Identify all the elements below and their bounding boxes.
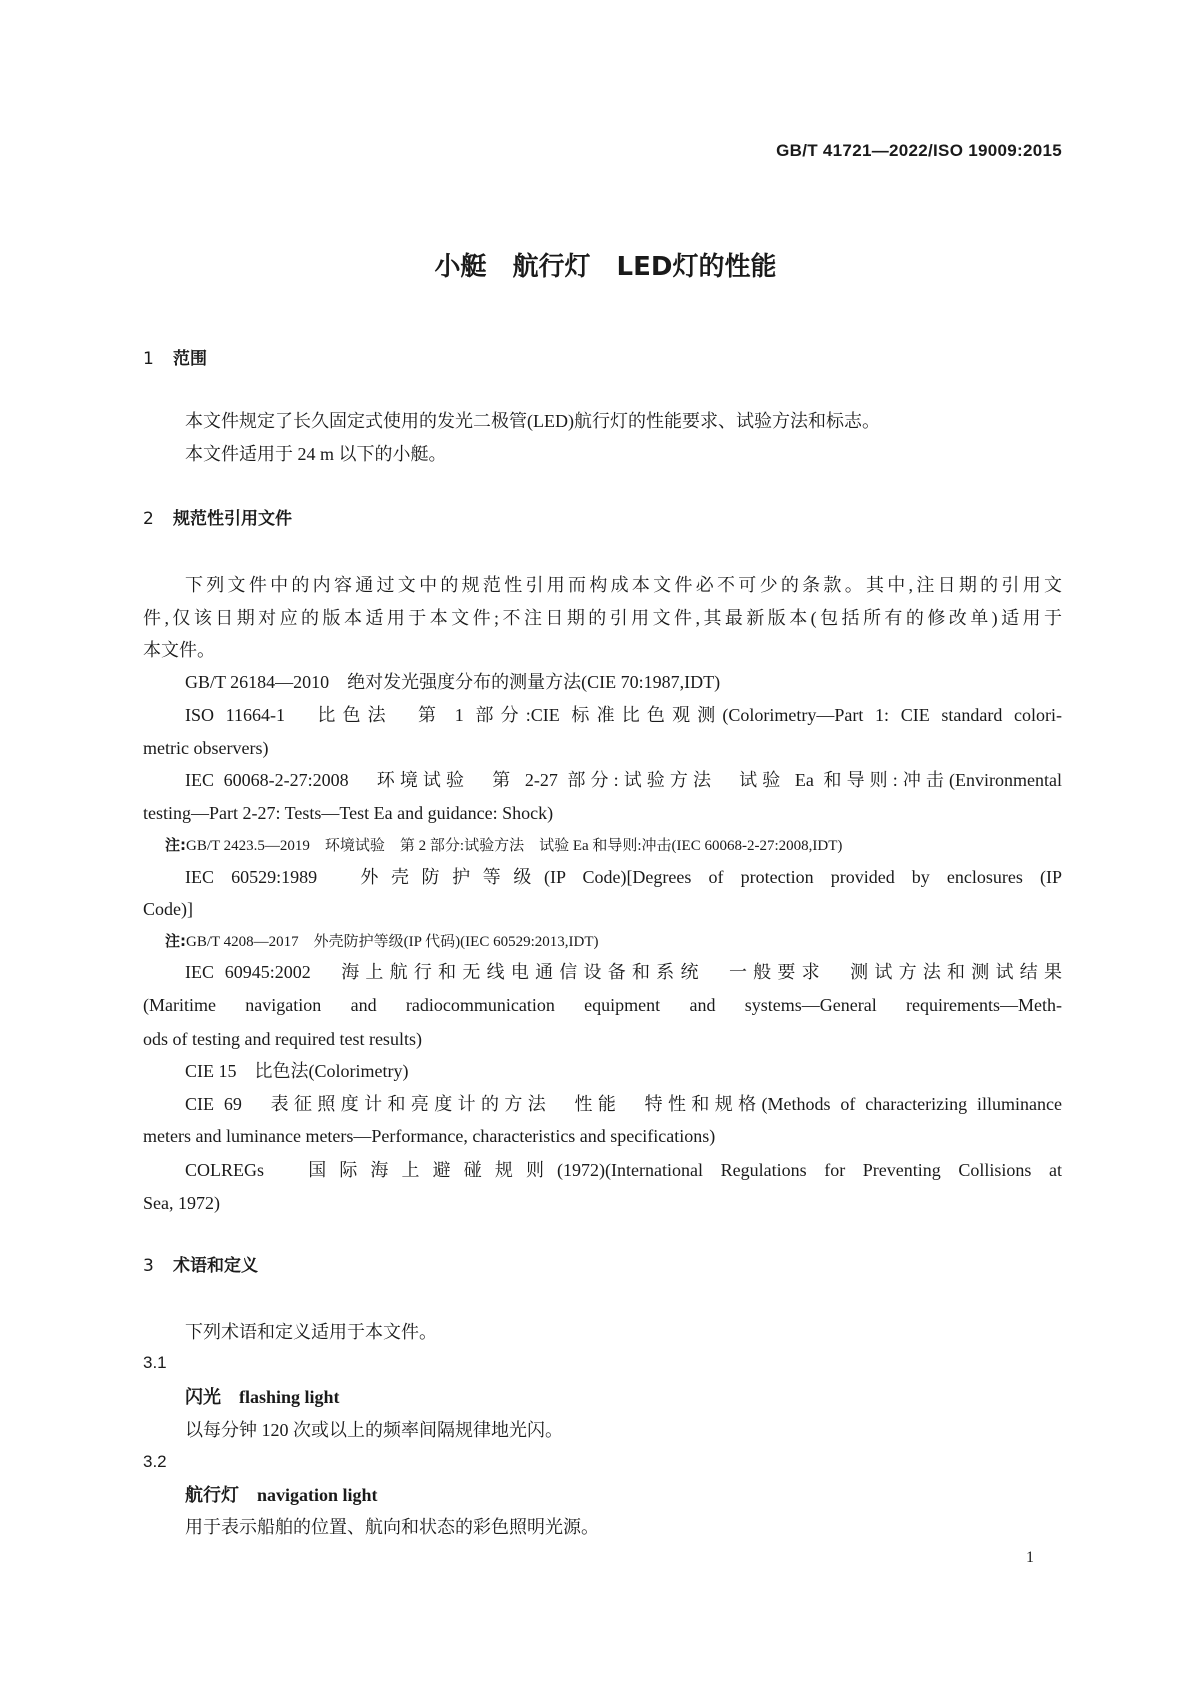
section-3-heading bbox=[143, 1255, 258, 1277]
section-number: 1 bbox=[143, 349, 154, 369]
paragraph: 下列术语和定义适用于本文件。 bbox=[185, 1322, 437, 1342]
reference-iec60945: IEC 60945:2002 海上航行和无线电通信设备和系统 一般要求 测试方法和测试结果 bbox=[185, 962, 1062, 982]
paragraph-line: 件,仅该日期对应的版本适用于本文件;不注日期的引用文件,其最新版本(包括所有的修改单)适用于 bbox=[143, 608, 1062, 628]
note-text: GB/T 2423.5—2019 环境试验 第 2 部分:试验方法 试验 Ea 和导则:冲击(IEC 60068-2-27:2008,IDT) bbox=[186, 838, 843, 854]
reference-iec60529-cont: Code)] bbox=[143, 899, 193, 919]
section-title: 范围 bbox=[173, 349, 207, 369]
reference-note bbox=[165, 834, 842, 857]
paragraph: 本文件适用于 24 m 以下的小艇。 bbox=[185, 444, 447, 464]
reference-cie15: CIE 15 比色法(Colorimetry) bbox=[185, 1061, 409, 1081]
term-entry: 闪光 flashing light bbox=[185, 1387, 340, 1407]
paragraph: 本文件规定了长久固定式使用的发光二极管(LED)航行灯的性能要求、试验方法和标志。 bbox=[185, 411, 880, 431]
reference-iec60945-cont: ods of testing and required test results) bbox=[143, 1029, 422, 1049]
note-label: 注: bbox=[165, 932, 186, 950]
standard-code-header: GB/T 41721—2022/ISO 19009:2015 bbox=[776, 141, 1062, 160]
section-2-heading bbox=[143, 508, 292, 530]
note-text: GB/T 4208—2017 外壳防护等级(IP 代码)(IEC 60529:2013,IDT) bbox=[186, 934, 599, 950]
page-number: 1 bbox=[1026, 1549, 1034, 1566]
reference-cie69: CIE 69 表征照度计和亮度计的方法 性能 特性和规格(Methods of characterizing illuminance bbox=[185, 1094, 1062, 1114]
document-title: 小艇 航行灯 LED灯的性能 bbox=[434, 252, 777, 282]
reference-iec60068-cont: testing—Part 2-27: Tests—Test Ea and guidance: Shock) bbox=[143, 803, 554, 823]
reference-gbt26184: GB/T 26184—2010 绝对发光强度分布的测量方法(CIE 70:1987,IDT) bbox=[185, 672, 721, 692]
clause-number: 3.1 bbox=[143, 1353, 167, 1372]
section-number: 2 bbox=[143, 509, 154, 529]
section-title: 术语和定义 bbox=[173, 1256, 258, 1276]
reference-colregs-cont: Sea, 1972) bbox=[143, 1193, 220, 1213]
clause-number: 3.2 bbox=[143, 1452, 167, 1471]
reference-cie69-cont: meters and luminance meters—Performance, characteristics and specifications) bbox=[143, 1126, 716, 1146]
paragraph-line: 本文件。 bbox=[143, 640, 215, 660]
note-label: 注: bbox=[165, 836, 186, 854]
section-1-heading bbox=[143, 348, 207, 370]
term-definition: 用于表示船舶的位置、航向和状态的彩色照明光源。 bbox=[185, 1517, 599, 1537]
reference-iec60529: IEC 60529:1989 外壳防护等级(IP Code)[Degrees of protection provided by enclosures (IP bbox=[185, 867, 1062, 887]
reference-iec60945-cont: (Maritime navigation and radiocommunication equipment and systems—General requirements—Meth- bbox=[143, 995, 1062, 1015]
paragraph-line: 下列文件中的内容通过文中的规范性引用而构成本文件必不可少的条款。其中,注日期的引用文 bbox=[185, 575, 1062, 595]
reference-iso11664-cont: metric observers) bbox=[143, 738, 269, 758]
reference-colregs: COLREGs 国际海上避碰规则(1972)(International Regulations for Preventing Collisions at bbox=[185, 1160, 1062, 1180]
term-entry: 航行灯 navigation light bbox=[185, 1485, 378, 1505]
section-title: 规范性引用文件 bbox=[173, 509, 292, 529]
reference-iec60068: IEC 60068-2-27:2008 环境试验 第 2-27 部分:试验方法 试验 Ea 和导则:冲击(Environmental bbox=[185, 770, 1062, 790]
reference-note bbox=[165, 930, 598, 953]
section-number: 3 bbox=[143, 1256, 154, 1276]
term-definition: 以每分钟 120 次或以上的频率间隔规律地光闪。 bbox=[185, 1420, 563, 1440]
reference-iso11664: ISO 11664-1 比色法 第 1 部分:CIE 标准比色观测(Colorimetry—Part 1: CIE standard colori- bbox=[185, 705, 1062, 725]
